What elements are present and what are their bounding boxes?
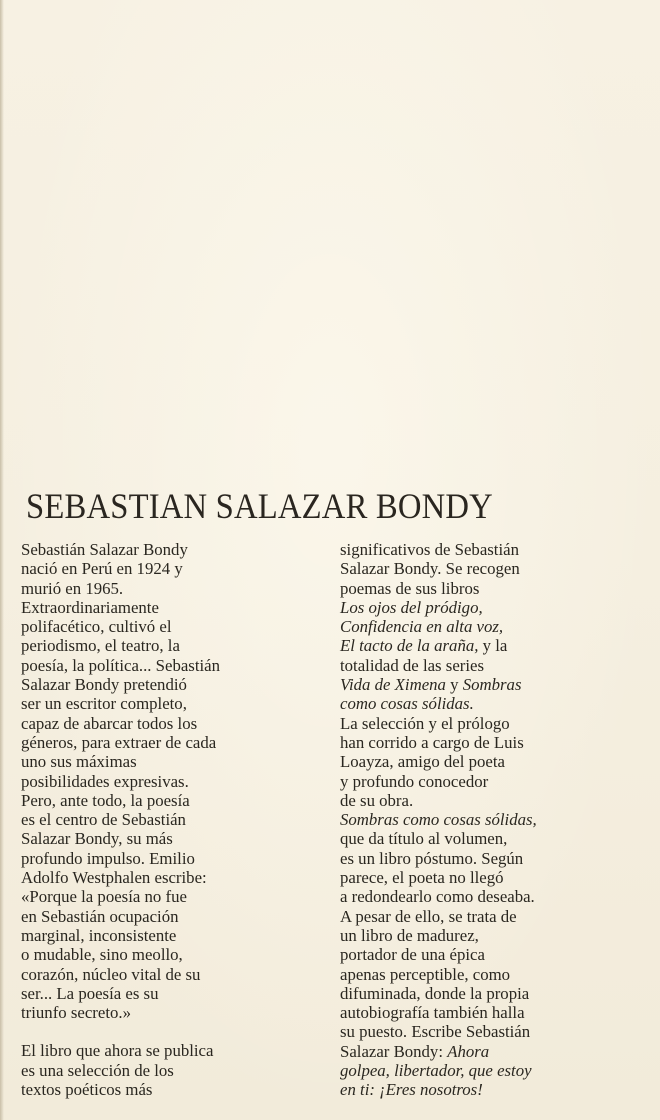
- page-edge-shadow: [0, 0, 4, 1120]
- text-fragment: y: [445, 675, 463, 695]
- text-line: en Sebastián ocupación: [21, 906, 179, 926]
- paragraph-gap: [21, 1022, 321, 1041]
- text-line: nació en Perú en 1924 y: [21, 559, 183, 579]
- text-line: Pero, ante todo, la poesía: [21, 790, 190, 810]
- text-line: polifacético, cultivó el: [21, 617, 172, 637]
- text-line: Salazar Bondy. Se recogen: [340, 559, 520, 579]
- author-title: SEBASTIAN SALAZAR BONDY: [26, 486, 493, 526]
- text-line: ser un escritor completo,: [21, 694, 187, 714]
- text-line: Extraordinariamente: [21, 597, 159, 617]
- text-line: de su obra.: [340, 790, 414, 810]
- text-line: uno sus máximas: [21, 752, 137, 772]
- text-line: portador de una épica: [340, 945, 485, 965]
- text-line: Sebastián Salazar Bondy: [21, 540, 188, 559]
- quote-line: en ti: ¡Eres nosotros!: [340, 1080, 483, 1100]
- right-text-column: [340, 540, 640, 1100]
- text-line: poemas de sus libros: [340, 578, 480, 598]
- text-line: El libro que ahora se publica: [21, 1041, 214, 1061]
- text-line: posibilidades expresivas.: [21, 771, 189, 791]
- text-line: Adolfo Westphalen escribe:: [21, 868, 207, 888]
- biography-paragraph: [21, 540, 321, 1022]
- text-line: textos poéticos más: [21, 1080, 153, 1100]
- text-line: difuminada, donde la propia: [340, 983, 530, 1003]
- text-line: murió en 1965.: [21, 578, 124, 598]
- text-line: que da título al volumen,: [340, 829, 508, 849]
- text-line: triunfo secreto.»: [21, 1003, 131, 1023]
- text-line: autobiografía también halla: [340, 1003, 525, 1023]
- text-line: corazón, núcleo vital de su: [21, 964, 201, 984]
- text-line: marginal, inconsistente: [21, 925, 177, 945]
- left-text-column: [21, 540, 321, 1099]
- series-title: Vida de Ximena: [340, 675, 446, 695]
- text-line: La selección y el prólogo: [340, 713, 510, 733]
- book-title-line: Los ojos del pródigo,: [340, 597, 483, 617]
- text-line: ser... La poesía es su: [21, 983, 159, 1003]
- text-line: han corrido a cargo de Luis: [340, 732, 524, 752]
- text-line: [340, 1042, 640, 1061]
- text-line: capaz de abarcar todos los: [21, 713, 198, 733]
- series-title: Sombras: [462, 675, 522, 695]
- text-line: es el centro de Sebastián: [21, 810, 186, 830]
- text-line: [340, 636, 640, 655]
- book-title: El tacto de la araña,: [340, 636, 479, 656]
- text-line: apenas perceptible, como: [340, 964, 511, 984]
- quote-line: golpea, libertador, que estoy: [340, 1061, 532, 1081]
- text-line: [340, 675, 640, 694]
- series-title-line: como cosas sólidas.: [340, 694, 474, 714]
- text-line: totalidad de las series: [340, 655, 484, 675]
- text-line: Salazar Bondy pretendió: [21, 675, 187, 695]
- text-line: y profundo conocedor: [340, 771, 489, 791]
- book-title-line: Confidencia en alta voz,: [340, 617, 504, 637]
- book-title-line: Sombras como cosas sólidas,: [340, 810, 537, 830]
- text-line: profundo impulso. Emilio: [21, 848, 195, 868]
- text-line: A pesar de ello, se trata de: [340, 906, 517, 926]
- text-line: géneros, para extraer de cada: [21, 732, 217, 752]
- text-line: o mudable, sino meollo,: [21, 945, 183, 965]
- text-line: un libro de madurez,: [340, 925, 479, 945]
- text-line: es un libro póstumo. Según: [340, 848, 524, 868]
- text-line: «Porque la poesía no fue: [21, 887, 187, 907]
- text-line: su puesto. Escribe Sebastián: [340, 1022, 531, 1042]
- quote-fragment: Ahora: [447, 1041, 490, 1061]
- text-line: periodismo, el teatro, la: [21, 636, 180, 656]
- book-intro-paragraph: [21, 1041, 321, 1099]
- text-line: parece, el poeta no llegó: [340, 868, 504, 888]
- text-line: a redondearlo como deseaba.: [340, 887, 535, 907]
- text-line: Salazar Bondy, su más: [21, 829, 173, 849]
- text-fragment: Salazar Bondy:: [340, 1041, 448, 1061]
- text-line: Loayza, amigo del poeta: [340, 752, 505, 772]
- text-line: significativos de Sebastián: [340, 540, 519, 559]
- text-fragment: y la: [478, 636, 508, 656]
- text-line: poesía, la política... Sebastián: [21, 655, 220, 675]
- text-line: es una selección de los: [21, 1060, 174, 1080]
